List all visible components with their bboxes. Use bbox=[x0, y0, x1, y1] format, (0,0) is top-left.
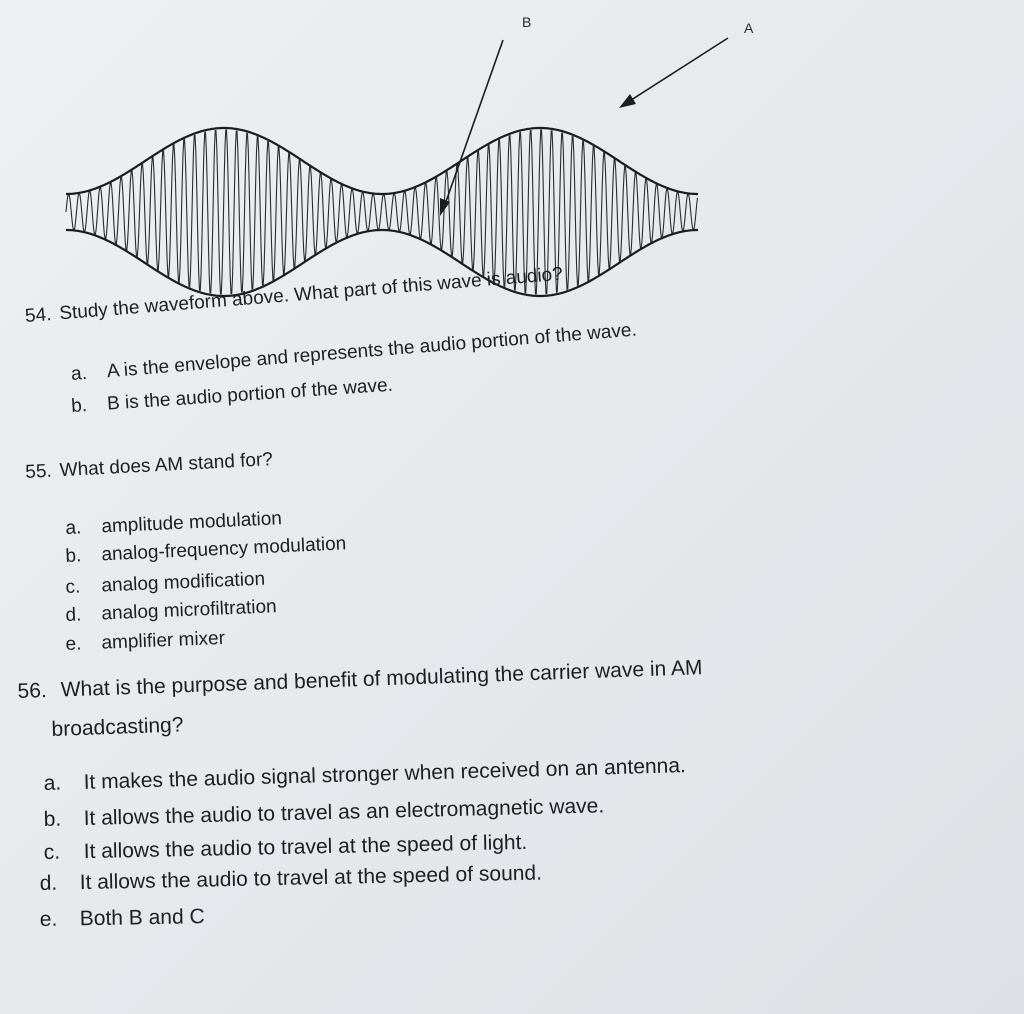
question-56-continued bbox=[51, 713, 184, 742]
waveform-svg bbox=[0, 0, 1024, 300]
option-text: amplifier mixer bbox=[101, 627, 226, 654]
option-text: amplitude modulation bbox=[100, 508, 283, 538]
am-waveform-figure bbox=[0, 0, 1024, 300]
pointer-line-b bbox=[443, 40, 503, 210]
question-text-line1: What is the purpose and benefit of modulating the carrier wave in AM bbox=[60, 656, 703, 702]
option-text: analog microfiltration bbox=[101, 596, 278, 625]
option-text: B is the audio portion of the wave. bbox=[106, 374, 394, 415]
option-55e bbox=[65, 628, 225, 656]
option-letter: b. bbox=[43, 807, 62, 832]
option-text: analog modification bbox=[101, 568, 266, 597]
option-letter: e. bbox=[65, 633, 82, 656]
option-55d bbox=[65, 596, 277, 627]
carrier-wave-path bbox=[66, 130, 698, 294]
question-text: Study the waveform above. What part of this wave is audio? bbox=[58, 263, 564, 325]
question-56 bbox=[17, 656, 703, 704]
option-56d bbox=[39, 861, 542, 896]
option-56c bbox=[43, 831, 527, 865]
option-text: A is the envelope and represents the audio portion of the wave. bbox=[106, 319, 638, 383]
question-text-line2: broadcasting? bbox=[51, 713, 184, 742]
option-55c bbox=[65, 569, 265, 599]
option-letter: a. bbox=[43, 771, 62, 796]
option-letter: b. bbox=[70, 394, 88, 418]
option-56b bbox=[43, 794, 604, 832]
option-letter: a. bbox=[65, 517, 82, 540]
option-text: It allows the audio to travel at the speed of sound. bbox=[79, 861, 543, 895]
option-text: It allows the audio to travel as an electromagnetic wave. bbox=[83, 794, 605, 831]
option-55b bbox=[65, 533, 347, 568]
option-letter: d. bbox=[65, 604, 82, 627]
question-number: 56. bbox=[17, 678, 48, 704]
option-letter: e. bbox=[39, 907, 58, 932]
option-text: analog-frequency modulation bbox=[100, 533, 347, 566]
question-number: 54. bbox=[24, 303, 53, 328]
option-letter: c. bbox=[43, 840, 61, 865]
question-number: 55. bbox=[24, 460, 53, 484]
option-letter: d. bbox=[39, 871, 58, 896]
option-text: It makes the audio signal stronger when received on an antenna. bbox=[83, 754, 687, 794]
option-56e bbox=[40, 905, 205, 932]
option-55a bbox=[65, 508, 282, 540]
pointer-arrowhead-a bbox=[619, 94, 636, 108]
option-56a bbox=[43, 754, 686, 796]
option-text: It allows the audio to travel at the speed of light. bbox=[83, 830, 528, 864]
option-text: Both B and C bbox=[79, 905, 205, 931]
question-55 bbox=[25, 449, 274, 484]
option-54a bbox=[70, 320, 637, 386]
option-letter: a. bbox=[70, 362, 88, 386]
carrier-wave bbox=[66, 130, 698, 294]
label-b: B bbox=[522, 14, 532, 30]
label-a: A bbox=[744, 20, 754, 36]
pointer-line-a bbox=[625, 38, 728, 104]
option-letter: b. bbox=[65, 545, 82, 568]
question-text: What does AM stand for? bbox=[59, 449, 274, 482]
option-letter: c. bbox=[65, 576, 81, 599]
